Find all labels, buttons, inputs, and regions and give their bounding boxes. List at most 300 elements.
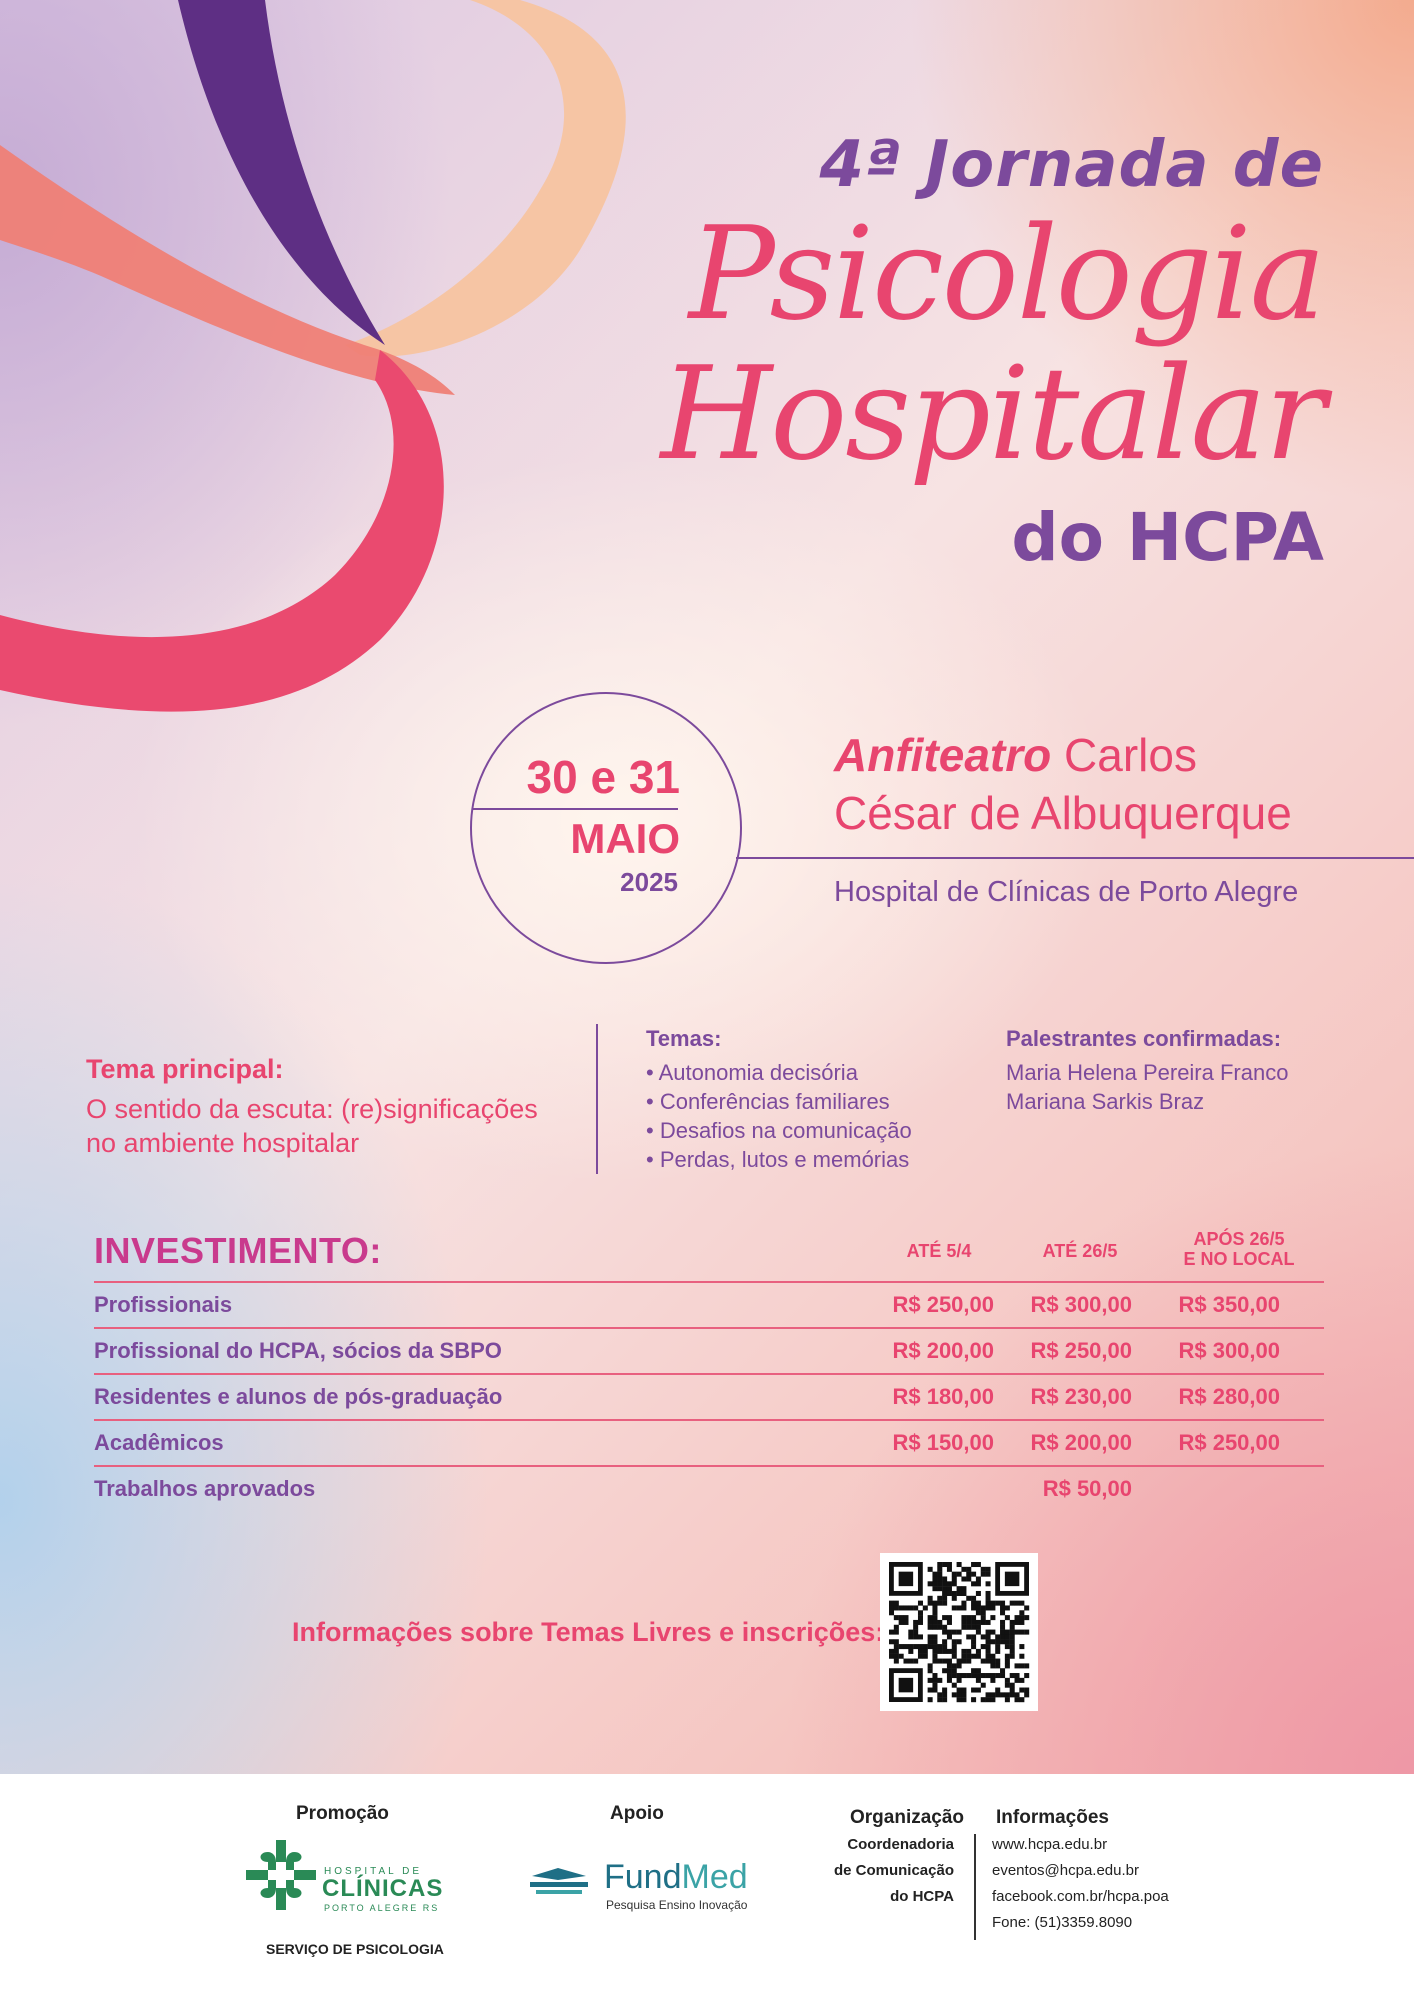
main-theme-label: Tema principal: bbox=[86, 1054, 284, 1084]
qr-module bbox=[928, 1668, 933, 1673]
qr-module bbox=[894, 1649, 899, 1654]
qr-module bbox=[942, 1562, 947, 1567]
qr-module bbox=[981, 1644, 986, 1649]
qr-module bbox=[995, 1649, 1000, 1654]
email-link[interactable]: eventos@hcpa.edu.br bbox=[992, 1862, 1139, 1879]
qr-module bbox=[976, 1688, 981, 1693]
qr-module bbox=[971, 1572, 976, 1577]
qr-module bbox=[1010, 1683, 1015, 1688]
org-line: do HCPA bbox=[890, 1888, 954, 1905]
qr-module bbox=[928, 1581, 933, 1586]
qr-module bbox=[899, 1605, 904, 1610]
qr-module bbox=[957, 1605, 962, 1610]
qr-module bbox=[937, 1692, 942, 1697]
list-item: • Conferências familiares bbox=[646, 1089, 890, 1114]
qr-module bbox=[1000, 1620, 1005, 1625]
qr-module bbox=[918, 1634, 923, 1639]
qr-module bbox=[937, 1697, 942, 1702]
qr-module bbox=[923, 1644, 928, 1649]
qr-module bbox=[1010, 1625, 1015, 1630]
pricing-header-3-line2: E NO LOCAL bbox=[1183, 1249, 1295, 1269]
qr-module bbox=[976, 1649, 981, 1654]
qr-module bbox=[976, 1576, 981, 1581]
qr-module bbox=[981, 1567, 986, 1572]
qr-module bbox=[1015, 1692, 1020, 1697]
qr-module bbox=[990, 1697, 995, 1702]
qr-finder-core bbox=[899, 1678, 913, 1692]
qr-module bbox=[981, 1683, 986, 1688]
fundmed-med: Med bbox=[681, 1858, 748, 1896]
qr-module bbox=[947, 1630, 952, 1635]
qr-module bbox=[899, 1644, 904, 1649]
pink-ribbon bbox=[0, 350, 444, 712]
qr-module bbox=[952, 1605, 957, 1610]
qr-module bbox=[957, 1659, 962, 1664]
qr-module bbox=[990, 1673, 995, 1678]
table-row bbox=[94, 1467, 1324, 1511]
main-theme-line1: O sentido da escuta: (re)significações bbox=[86, 1094, 538, 1124]
pricing-title: INVESTIMENTO: bbox=[94, 1230, 382, 1271]
qr-module bbox=[932, 1649, 937, 1654]
qr-module bbox=[961, 1659, 966, 1664]
qr-module bbox=[947, 1678, 952, 1683]
qr-module bbox=[1005, 1630, 1010, 1635]
qr-module bbox=[1000, 1601, 1005, 1606]
qr-module bbox=[1010, 1601, 1015, 1606]
qr-module bbox=[932, 1601, 937, 1606]
qr-module bbox=[986, 1596, 991, 1601]
qr-module bbox=[971, 1562, 976, 1567]
qr-module bbox=[932, 1683, 937, 1688]
qr-module bbox=[1024, 1605, 1029, 1610]
qr-module bbox=[932, 1581, 937, 1586]
table-row bbox=[94, 1375, 1324, 1421]
qr-module bbox=[976, 1591, 981, 1596]
qr-module bbox=[990, 1692, 995, 1697]
qr-module bbox=[952, 1649, 957, 1654]
qr-module bbox=[913, 1620, 918, 1625]
qr-module bbox=[942, 1688, 947, 1693]
qr-module bbox=[1000, 1630, 1005, 1635]
qr-module bbox=[913, 1644, 918, 1649]
qr-module bbox=[913, 1659, 918, 1664]
qr-module bbox=[957, 1673, 962, 1678]
qr-module bbox=[913, 1605, 918, 1610]
qr-module bbox=[986, 1659, 991, 1664]
qr-module bbox=[937, 1620, 942, 1625]
qr-module bbox=[981, 1673, 986, 1678]
qr-module bbox=[903, 1659, 908, 1664]
support-label: Apoio bbox=[610, 1803, 664, 1824]
qr-module bbox=[986, 1572, 991, 1577]
qr-module bbox=[1024, 1688, 1029, 1693]
qr-module bbox=[990, 1663, 995, 1668]
qr-module bbox=[947, 1659, 952, 1664]
qr-module bbox=[952, 1683, 957, 1688]
qr-module bbox=[971, 1639, 976, 1644]
row-label: Profissionais bbox=[94, 1292, 233, 1317]
qr-module bbox=[947, 1567, 952, 1572]
qr-module bbox=[899, 1615, 904, 1620]
qr-module bbox=[942, 1591, 947, 1596]
qr-module bbox=[942, 1639, 947, 1644]
qr-module bbox=[928, 1697, 933, 1702]
qr-module bbox=[986, 1601, 991, 1606]
date-month: MAIO bbox=[570, 815, 680, 862]
qr-module bbox=[1019, 1601, 1024, 1606]
qr-module bbox=[1019, 1663, 1024, 1668]
qr-module bbox=[1015, 1620, 1020, 1625]
qr-module bbox=[1000, 1634, 1005, 1639]
promotion-label: Promoção bbox=[296, 1803, 389, 1824]
qr-module bbox=[942, 1586, 947, 1591]
topics-label: Temas: bbox=[646, 1026, 722, 1051]
qr-module bbox=[952, 1596, 957, 1601]
information-label: Informações bbox=[996, 1807, 1109, 1828]
qr-module bbox=[966, 1654, 971, 1659]
qr-module bbox=[1005, 1659, 1010, 1664]
qr-module bbox=[889, 1654, 894, 1659]
org-line: de Comunicação bbox=[833, 1862, 954, 1879]
qr-module bbox=[918, 1644, 923, 1649]
qr-module bbox=[961, 1576, 966, 1581]
qr-module bbox=[971, 1605, 976, 1610]
pricing-rows bbox=[94, 1283, 1324, 1511]
qr-module bbox=[903, 1605, 908, 1610]
qr-module bbox=[961, 1673, 966, 1678]
qr-module bbox=[976, 1605, 981, 1610]
qr-module bbox=[1005, 1654, 1010, 1659]
qr-module bbox=[1010, 1692, 1015, 1697]
qr-module bbox=[995, 1688, 1000, 1693]
qr-module bbox=[1019, 1678, 1024, 1683]
qr-module bbox=[961, 1697, 966, 1702]
qr-module bbox=[971, 1601, 976, 1606]
qr-module bbox=[942, 1692, 947, 1697]
qr-module bbox=[990, 1639, 995, 1644]
qr-module bbox=[976, 1581, 981, 1586]
date-divider bbox=[472, 808, 678, 810]
price-cell: R$ 250,00 bbox=[892, 1292, 994, 1317]
qr-module bbox=[1000, 1639, 1005, 1644]
list-item: • Perdas, lutos e memórias bbox=[646, 1147, 910, 1172]
qr-module bbox=[947, 1649, 952, 1654]
qr-module bbox=[1005, 1678, 1010, 1683]
price-cell: R$ 200,00 bbox=[892, 1338, 994, 1363]
qr-module bbox=[971, 1625, 976, 1630]
qr-module bbox=[952, 1644, 957, 1649]
qr-code[interactable] bbox=[880, 1553, 1038, 1711]
qr-module bbox=[1010, 1688, 1015, 1693]
qr-module bbox=[990, 1605, 995, 1610]
price-cell: R$ 300,00 bbox=[1030, 1292, 1132, 1317]
qr-module bbox=[986, 1692, 991, 1697]
contact-info bbox=[992, 1832, 1169, 1936]
qr-module bbox=[932, 1673, 937, 1678]
pricing-header-3-line1: APÓS 26/5 bbox=[1193, 1229, 1285, 1249]
qr-module bbox=[952, 1581, 957, 1586]
qr-module bbox=[981, 1572, 986, 1577]
qr-module bbox=[995, 1692, 1000, 1697]
pricing-header-3 bbox=[1164, 1229, 1314, 1269]
qr-module bbox=[976, 1601, 981, 1606]
title-edition: 4ª Jornada de bbox=[819, 128, 1324, 202]
qr-module bbox=[981, 1605, 986, 1610]
qr-module bbox=[894, 1615, 899, 1620]
qr-module bbox=[918, 1601, 923, 1606]
qr-module bbox=[937, 1659, 942, 1664]
hc-logo-line2: CLÍNICAS bbox=[322, 1875, 444, 1902]
qr-module bbox=[995, 1634, 1000, 1639]
qr-module bbox=[1000, 1692, 1005, 1697]
qr-module bbox=[942, 1615, 947, 1620]
qr-module bbox=[966, 1673, 971, 1678]
qr-module bbox=[947, 1591, 952, 1596]
qr-module bbox=[1005, 1692, 1010, 1697]
qr-module bbox=[971, 1615, 976, 1620]
title-institution: do HCPA bbox=[1011, 499, 1324, 576]
qr-module bbox=[986, 1644, 991, 1649]
qr-module bbox=[947, 1634, 952, 1639]
qr-module bbox=[986, 1581, 991, 1586]
organization-name bbox=[806, 1832, 954, 1910]
qr-module bbox=[1010, 1673, 1015, 1678]
speakers-label: Palestrantes confirmadas: bbox=[1006, 1026, 1282, 1051]
qr-module bbox=[1015, 1678, 1020, 1683]
qr-module bbox=[986, 1697, 991, 1702]
qr-module bbox=[928, 1644, 933, 1649]
title-line-hospitalar: Hospitalar bbox=[660, 340, 1324, 489]
qr-module bbox=[908, 1644, 913, 1649]
qr-module bbox=[957, 1688, 962, 1693]
table-row bbox=[94, 1283, 1324, 1329]
date-year: 2025 bbox=[620, 867, 678, 897]
qr-module bbox=[986, 1673, 991, 1678]
price-cell: R$ 250,00 bbox=[1030, 1338, 1132, 1363]
qr-module bbox=[961, 1654, 966, 1659]
phone-text: Fone: (51)3359.8090 bbox=[992, 1914, 1133, 1931]
date-days: 30 e 31 bbox=[526, 751, 680, 803]
qr-module bbox=[971, 1654, 976, 1659]
website-link[interactable]: www.hcpa.edu.br bbox=[992, 1836, 1108, 1853]
qr-module bbox=[1000, 1668, 1005, 1673]
hospital-clinicas-logo-icon bbox=[246, 1840, 316, 1910]
qr-module bbox=[995, 1644, 1000, 1649]
qr-module bbox=[1019, 1644, 1024, 1649]
qr-module bbox=[894, 1625, 899, 1630]
qr-module bbox=[971, 1673, 976, 1678]
qr-module bbox=[976, 1673, 981, 1678]
qr-module bbox=[908, 1605, 913, 1610]
qr-module bbox=[942, 1581, 947, 1586]
qr-module bbox=[908, 1659, 913, 1664]
qr-module bbox=[1024, 1692, 1029, 1697]
price-cell: R$ 200,00 bbox=[1030, 1430, 1132, 1455]
qr-module bbox=[937, 1601, 942, 1606]
qr-module bbox=[986, 1634, 991, 1639]
qr-module bbox=[976, 1620, 981, 1625]
qr-module bbox=[971, 1644, 976, 1649]
table-row bbox=[94, 1421, 1324, 1467]
qr-module bbox=[937, 1567, 942, 1572]
qr-module bbox=[894, 1659, 899, 1664]
list-item: Maria Helena Pereira Franco bbox=[1006, 1060, 1289, 1085]
qr-module bbox=[1024, 1630, 1029, 1635]
qr-module bbox=[952, 1591, 957, 1596]
qr-module bbox=[971, 1688, 976, 1693]
qr-module bbox=[947, 1663, 952, 1668]
qr-finder-core bbox=[899, 1572, 913, 1586]
qr-module bbox=[937, 1586, 942, 1591]
qr-module bbox=[889, 1601, 894, 1606]
price-cell: R$ 350,00 bbox=[1178, 1292, 1280, 1317]
qr-module bbox=[947, 1673, 952, 1678]
qr-module bbox=[961, 1620, 966, 1625]
fundmed-tagline: Pesquisa Ensino Inovação bbox=[606, 1898, 748, 1912]
qr-module bbox=[889, 1649, 894, 1654]
fundmed-logo-icon bbox=[528, 1866, 590, 1896]
qr-module bbox=[928, 1634, 933, 1639]
qr-module bbox=[942, 1649, 947, 1654]
qr-module bbox=[1015, 1601, 1020, 1606]
qr-module bbox=[990, 1601, 995, 1606]
facebook-link[interactable]: facebook.com.br/hcpa.poa bbox=[992, 1888, 1169, 1905]
qr-module bbox=[932, 1620, 937, 1625]
qr-module bbox=[995, 1659, 1000, 1664]
qr-module bbox=[1019, 1630, 1024, 1635]
qr-module bbox=[1000, 1610, 1005, 1615]
qr-module bbox=[928, 1601, 933, 1606]
qr-module bbox=[961, 1688, 966, 1693]
qr-module bbox=[952, 1663, 957, 1668]
qr-module bbox=[1000, 1605, 1005, 1610]
qr-module bbox=[957, 1591, 962, 1596]
hc-logo-line3: PORTO ALEGRE RS bbox=[324, 1903, 440, 1913]
qr-module bbox=[966, 1659, 971, 1664]
qr-module bbox=[1024, 1615, 1029, 1620]
qr-module bbox=[961, 1586, 966, 1591]
qr-module bbox=[942, 1668, 947, 1673]
qr-module bbox=[976, 1678, 981, 1683]
qr-module bbox=[961, 1605, 966, 1610]
qr-module bbox=[981, 1697, 986, 1702]
qr-module bbox=[957, 1572, 962, 1577]
topics-list bbox=[646, 1024, 986, 1174]
qr-module bbox=[928, 1639, 933, 1644]
qr-module bbox=[899, 1620, 904, 1625]
psychology-service-label: SERVIÇO DE PSICOLOGIA bbox=[266, 1941, 444, 1957]
qr-module bbox=[928, 1625, 933, 1630]
qr-module bbox=[1024, 1673, 1029, 1678]
qr-module bbox=[957, 1586, 962, 1591]
qr-module bbox=[932, 1572, 937, 1577]
qr-module bbox=[918, 1615, 923, 1620]
qr-module bbox=[966, 1576, 971, 1581]
price-cell: R$ 230,00 bbox=[1030, 1384, 1132, 1409]
qr-module bbox=[894, 1630, 899, 1635]
qr-module bbox=[1015, 1630, 1020, 1635]
qr-module bbox=[1010, 1644, 1015, 1649]
qr-module bbox=[928, 1688, 933, 1693]
qr-module bbox=[966, 1649, 971, 1654]
qr-module bbox=[1019, 1688, 1024, 1693]
qr-module bbox=[937, 1572, 942, 1577]
qr-module bbox=[937, 1644, 942, 1649]
qr-module bbox=[942, 1659, 947, 1664]
qr-module bbox=[986, 1605, 991, 1610]
qr-module bbox=[990, 1630, 995, 1635]
qr-module bbox=[971, 1620, 976, 1625]
qr-module bbox=[937, 1678, 942, 1683]
qr-module bbox=[937, 1562, 942, 1567]
qr-module bbox=[995, 1663, 1000, 1668]
qr-module bbox=[995, 1601, 1000, 1606]
qr-module bbox=[937, 1581, 942, 1586]
qr-module bbox=[932, 1610, 937, 1615]
qr-module bbox=[932, 1625, 937, 1630]
qr-module bbox=[961, 1601, 966, 1606]
qr-module bbox=[1005, 1644, 1010, 1649]
qr-module bbox=[923, 1654, 928, 1659]
qr-module bbox=[889, 1630, 894, 1635]
qr-module bbox=[1005, 1697, 1010, 1702]
qr-module bbox=[932, 1678, 937, 1683]
qr-module bbox=[932, 1634, 937, 1639]
qr-module bbox=[894, 1639, 899, 1644]
qr-module bbox=[942, 1576, 947, 1581]
qr-module bbox=[1019, 1654, 1024, 1659]
qr-module bbox=[1000, 1673, 1005, 1678]
qr-module bbox=[1005, 1634, 1010, 1639]
list-item: • Autonomia decisória bbox=[646, 1060, 858, 1085]
qr-module bbox=[1005, 1605, 1010, 1610]
qr-module bbox=[961, 1625, 966, 1630]
qr-module bbox=[966, 1615, 971, 1620]
qr-module bbox=[913, 1634, 918, 1639]
qr-module bbox=[952, 1673, 957, 1678]
venue-rest: Carlos bbox=[1064, 729, 1197, 781]
qr-module bbox=[918, 1620, 923, 1625]
registration-info-text: Informações sobre Temas Livres e inscrições: bbox=[292, 1617, 885, 1647]
fundmed-fund: Fund bbox=[604, 1858, 682, 1896]
qr-module bbox=[981, 1615, 986, 1620]
qr-module bbox=[976, 1625, 981, 1630]
qr-module bbox=[894, 1605, 899, 1610]
qr-module bbox=[976, 1654, 981, 1659]
qr-module bbox=[889, 1639, 894, 1644]
price-cell: R$ 250,00 bbox=[1178, 1430, 1280, 1455]
qr-module bbox=[1005, 1639, 1010, 1644]
qr-module bbox=[976, 1668, 981, 1673]
qr-module bbox=[932, 1659, 937, 1664]
qr-module bbox=[986, 1639, 991, 1644]
qr-module bbox=[990, 1678, 995, 1683]
venue-divider bbox=[736, 857, 1414, 859]
qr-module bbox=[957, 1678, 962, 1683]
row-label: Trabalhos aprovados bbox=[94, 1476, 316, 1501]
pricing-header-1: ATÉ 5/4 bbox=[906, 1241, 972, 1261]
qr-module bbox=[942, 1697, 947, 1702]
theme-divider bbox=[596, 1024, 598, 1174]
qr-module bbox=[928, 1567, 933, 1572]
qr-module bbox=[986, 1630, 991, 1635]
qr-module bbox=[918, 1649, 923, 1654]
qr-module bbox=[908, 1634, 913, 1639]
qr-module bbox=[986, 1591, 991, 1596]
hc-logo-line1: HOSPITAL DE bbox=[324, 1866, 423, 1877]
qr-module bbox=[947, 1586, 952, 1591]
qr-module bbox=[947, 1615, 952, 1620]
